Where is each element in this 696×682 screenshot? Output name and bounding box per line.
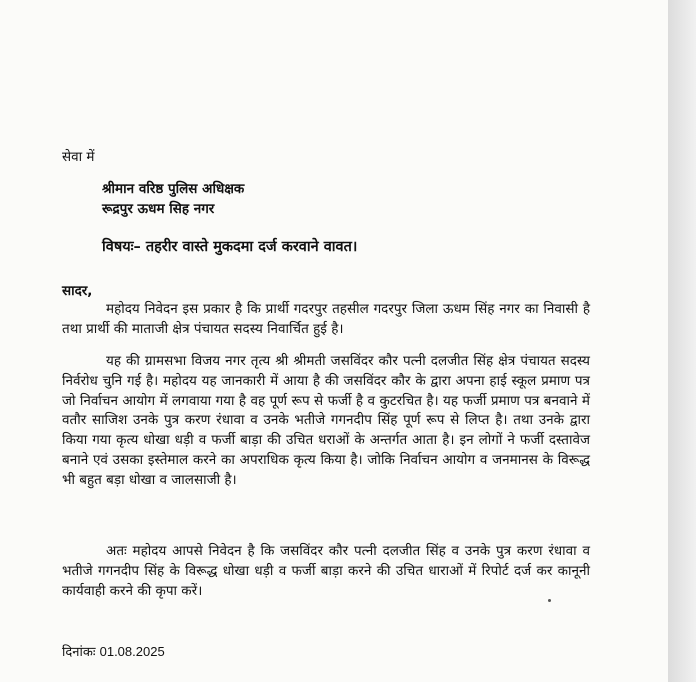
paragraph-complaint: यह की ग्रामसभा विजय नगर तृत्य श्री श्रीमती जसविंदर कौर पत्नी दलजीत सिंह क्षेत्र पंचायत सदस्य निर्वरोध चुनि गई है। महोदय यह जानकारी में आया है की जसविंदर कौर के द्वारा अपना हाई स्कूल प्रमाण पत्र जो निर्वाचन आयोग में लगवाया गया है वह पूर्ण रूप से फर्जी है व कुटरचित है। यह फर्जी प्रमाण पत्र बनवाने में वतौर साजिश उनके पुत्र करण रंधावा व उनके भतीजे गगनदीप सिंह पूर्ण रूप से लिप्त है। तथा उनके द्वारा किया गया कृत्य धोखा धड़ी व फर्जी बाड़ा की उचित धराओं के अन्तर्गत आता है। इन लोगों ने फर्जी दस्तावेज बनाने एवं उसका इस्तेमाल करने का अपराधिक कृत्य किया है। जोकि निर्वाचन आयोग व जनमानस के विरूद्ध भी बहुत बड़ा धोखा व जालसाजी है। (62, 353, 590, 488)
ink-speck (548, 599, 551, 602)
date-label: दिनांकः (62, 645, 96, 660)
recipient-title: श्रीमान वरिष्ठ पुलिस अधिक्षक (102, 181, 245, 197)
date-value: 01.08.2025 (99, 644, 165, 659)
date-line (62, 642, 165, 662)
page-edge (668, 0, 696, 682)
subject-line: विषयः– तहरीर वास्ते मुकदमा दर्ज करवाने वावत। (102, 239, 358, 255)
greeting: सादर, (62, 283, 93, 299)
paragraph-intro: महोदय निवेदन इस प्रकार है कि प्रार्थी गदरपुर तहसील गदरपुर जिला ऊधम सिंह नगर का निवासी है तथा प्रार्थी की माताजी क्षेत्र पंचायत सदस्य निवार्चित हुई है। (62, 301, 590, 337)
paragraph-request: अतः महोदय आपसे निवेदन है कि जसविंदर कौर पत्नी दलजीत सिंह व उनके पुत्र करण रंधावा व भतीजे गगनदीप सिंह के विरूद्ध धोखा धड़ी व फर्जी बाड़ा करने की उचित धाराओं में रिपोर्ट दर्ज कर कानूनी कार्यवाही करने की कृपा करें। (62, 543, 590, 599)
salutation: सेवा में (62, 149, 95, 165)
recipient-location: रूद्रपुर ऊधम सिह नगर (102, 201, 215, 217)
